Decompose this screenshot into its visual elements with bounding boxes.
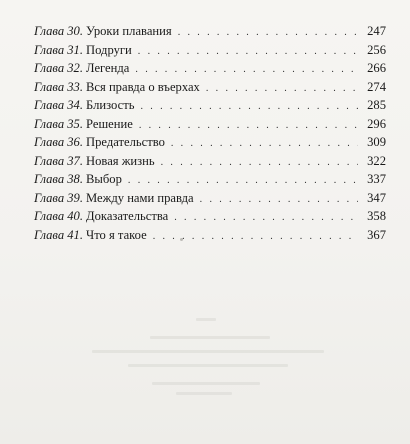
toc-entry	[34, 96, 386, 115]
toc-entry	[34, 226, 386, 245]
chapter-label: Глава 38.	[34, 172, 84, 186]
chapter-title: Вся правда о въерхах	[86, 79, 200, 94]
dot-leader	[140, 98, 358, 117]
toc-entry	[34, 152, 386, 171]
page-number: 256	[367, 42, 386, 57]
page-number: 274	[367, 79, 386, 94]
dot-leader	[161, 154, 358, 173]
page-number: 309	[367, 135, 386, 149]
chapter-title: Легенда	[86, 61, 130, 75]
toc-entry	[34, 115, 386, 134]
dot-leader	[153, 228, 358, 247]
chapter-label: Глава 30.	[34, 24, 84, 38]
chapter-title: Выбор	[86, 172, 122, 186]
chapter-title: Решение	[86, 116, 133, 131]
chapter-title: Новая жизнь	[86, 153, 155, 168]
chapter-label: Глава 41.	[34, 227, 84, 242]
chapter-label: Глава 36.	[34, 135, 84, 149]
chapter-title: Близость	[86, 98, 135, 112]
chapter-label: Глава 32.	[34, 61, 84, 75]
chapter-label: Глава 35.	[34, 116, 84, 131]
toc-entry	[34, 22, 386, 41]
toc-entry	[34, 170, 386, 189]
paper-speck	[180, 238, 183, 241]
chapter-label: Глава 40.	[34, 209, 84, 223]
chapter-label: Глава 39.	[34, 190, 84, 205]
page-number: 266	[367, 61, 386, 75]
page-number: 247	[367, 24, 386, 38]
chapter-label: Глава 37.	[34, 153, 84, 168]
chapter-title: Доказательства	[86, 209, 169, 223]
bleed-through-mark	[152, 382, 260, 385]
page-number: 296	[367, 116, 386, 131]
dot-leader	[139, 117, 358, 136]
page-number: 322	[367, 153, 386, 168]
dot-leader	[206, 80, 358, 99]
bleed-through-mark	[92, 350, 324, 353]
dot-leader	[138, 43, 358, 62]
dot-leader	[178, 24, 358, 43]
toc-entry	[34, 189, 386, 208]
page-number: 285	[367, 98, 386, 112]
toc-entry	[34, 41, 386, 60]
bleed-through-mark	[196, 318, 216, 321]
chapter-label: Глава 31.	[34, 42, 84, 57]
dot-leader	[174, 209, 358, 228]
page-number: 367	[367, 227, 386, 242]
dot-leader	[200, 191, 358, 210]
table-of-contents	[34, 22, 386, 244]
chapter-title: Что я такое	[86, 227, 147, 242]
chapter-label: Глава 33.	[34, 79, 84, 94]
page-number: 337	[367, 172, 386, 186]
chapter-title: Подруги	[86, 42, 132, 57]
toc-entry	[34, 59, 386, 78]
toc-entry	[34, 133, 386, 152]
toc-entry	[34, 207, 386, 226]
chapter-title: Уроки плавания	[86, 24, 172, 38]
toc-entry	[34, 78, 386, 97]
dot-leader	[171, 135, 358, 154]
bleed-through-mark	[176, 392, 232, 395]
bleed-through-mark	[150, 336, 270, 339]
page-number: 347	[367, 190, 386, 205]
chapter-title: Предательство	[86, 135, 165, 149]
chapter-label: Глава 34.	[34, 98, 84, 112]
page-number: 358	[367, 209, 386, 223]
chapter-title: Между нами правда	[86, 190, 194, 205]
bleed-through-mark	[128, 364, 288, 367]
